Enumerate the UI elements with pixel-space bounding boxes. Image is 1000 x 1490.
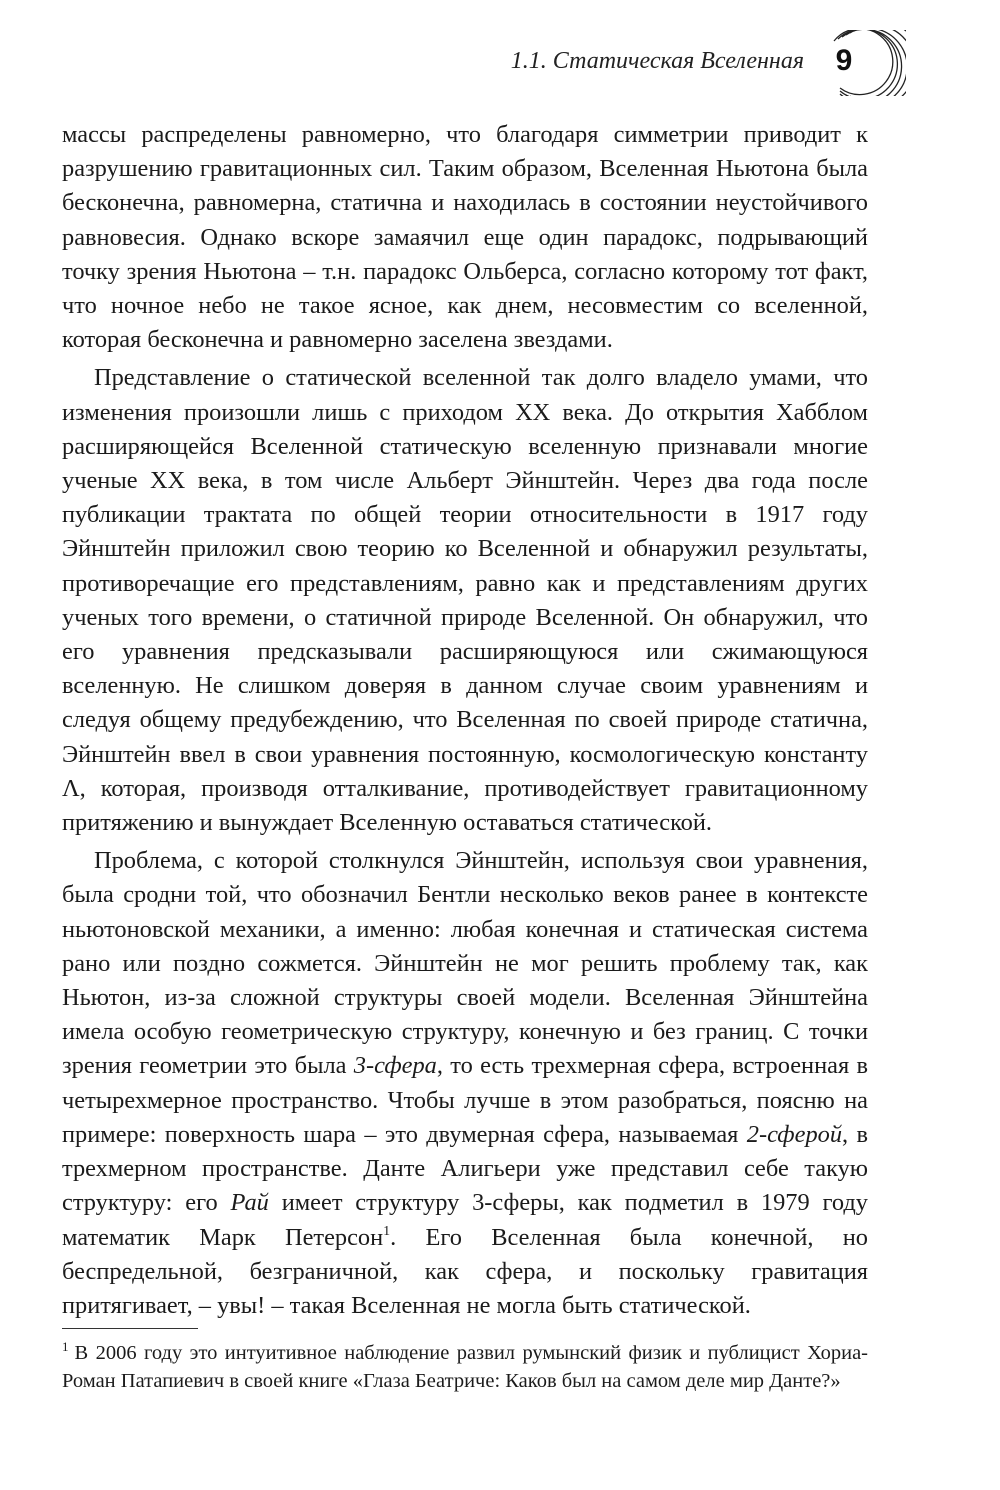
- term-2-sphere: 2-сферой: [746, 1120, 843, 1148]
- paragraph-3-part-e: . Его Вселенная была конечной, но беспредельной, безграничной, как сфера, и поскольку гравитация притягивает, – увы! – такая Вселенная не могла быть статической.: [62, 1223, 869, 1319]
- running-header-title: 1.1. Статическая Вселенная: [510, 48, 804, 74]
- paragraph-2: Представление о статической вселенной так долго владело умами, что изменения произошли лишь с приходом XX века. До открытия Хабблом расширяющейся Вселенной статическую вселенную признавали многие ученые XX века, в том числе Альберт Эйнштейн. Через два года после публикации трактата по общей теории относительности в 1917 году Эйнштейн приложил свою теорию ко Вселенной и обнаружил результаты, противоречащие его представлениям, равно как и представлениям других ученых того времени, о статичной природе Вселенной. Он обнаружил, что его уравнения предсказывали расширяющуюся или сжимающуюся вселенную. Не слишком доверяя в данном случае своим уравнениям и следуя общему предубеждению, что Вселенная по своей природе статична, Эйнштейн ввел в свои уравнения постоянную, космологическую константу Λ, которая, производя отталкивание, противодействует гравитационному притяжению и вынуждает Вселенную оставаться статической.: [62, 364, 868, 837]
- footnote-text: В 2006 году это интуитивное наблюдение развил румынский физик и публицист Хориа-Роман Патапиевич в своей книге «Глаза Беатриче: Каков был на самом деле мир Данте?»: [62, 1342, 868, 1392]
- term-paradise: Рай: [230, 1189, 269, 1217]
- paragraph-1: массы распределены равномерно, что благодаря симметрии приводит к разрушению гравитационных сил. Таким образом, Вселенная Ньютона была бесконечна, равномерна, статична и находилась в состоянии неустойчивого равновесия. Однако вскоре замаячил еще один парадокс, подрывающий точку зрения Ньютона – т.н. парадокс Ольберса, согласно которому тот факт, что ночное небо не такое ясное, как днем, несовместим со вселенной, которая бесконечна и равномерно заселена звездами.: [62, 121, 868, 354]
- footnote-number: 1: [62, 1339, 69, 1354]
- paragraph-3-part-d: имеет структуру 3-сферы, как подметил в 1979 году математик Марк Петерсон: [62, 1189, 868, 1251]
- paragraph-3-part-a: Проблема, с которой столкнулся Эйнштейн, используя свои уравнения, была сродни той, что обозначил Бентли несколько веков ранее в контексте ньютоновской механики, а именно: любая конечная и статическая система рано или поздно сожмется. Эйнштейн не мог решить проблему так, как Ньютон, из-за сложной структуры своей модели. Вселенная Эйнштейна имела особую геометрическую структуру, конечную и без границ. С точки зрения геометрии это была: [62, 847, 868, 1080]
- footnote-separator: [62, 1328, 198, 1329]
- paragraph-3-part-b: , то есть трехмерная сфера, встроенная в четырехмерное пространство. Чтобы лучше в этом разобраться, поясню на примере: поверхность шара – это двумерная сфера, называемая: [62, 1052, 868, 1148]
- footnote-reference-1[interactable]: 1: [383, 1223, 391, 1239]
- term-3-sphere: 3-сфера: [353, 1052, 437, 1080]
- page-number: 9: [835, 44, 853, 77]
- paragraph-3: [62, 844, 868, 1323]
- footnote-1: [62, 1340, 868, 1395]
- main-text: [62, 118, 868, 1323]
- paragraph-3-part-c: , в трехмерном пространстве. Данте Алигьери уже представил себе такую структуру: его: [62, 1120, 868, 1217]
- page-number-badge: [826, 30, 906, 96]
